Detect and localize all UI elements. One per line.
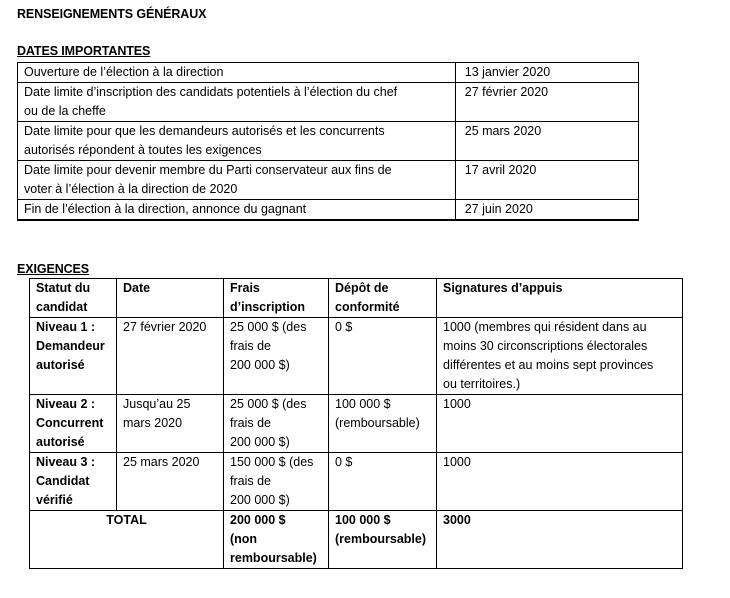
date-label-line: voter à l’élection à la direction de 2020 xyxy=(24,182,238,196)
cell-line: différentes et au moins sept provinces xyxy=(443,358,654,372)
signatures-cell xyxy=(437,453,683,511)
header-line: d’inscription xyxy=(230,300,305,314)
date-label-line: Date limite pour que les demandeurs autorisés et les concurrents xyxy=(24,124,385,138)
total-deposit-cell xyxy=(329,511,437,569)
table-row xyxy=(30,395,683,453)
cell-line: 100 000 $ xyxy=(335,397,391,411)
date-value: 13 janvier 2020 xyxy=(455,63,638,83)
signatures-cell xyxy=(437,318,683,395)
date-value: 27 février 2020 xyxy=(455,83,638,122)
date-label-line: Date limite pour devenir membre du Parti conservateur aux fins de xyxy=(24,163,392,177)
cell-line: 100 000 $ xyxy=(335,513,391,527)
header-line: Signatures d’appuis xyxy=(443,281,563,295)
total-label: TOTAL xyxy=(30,511,224,569)
cell-line: 0 $ xyxy=(335,320,353,334)
cell-line: 200 000 $) xyxy=(230,435,290,449)
date-label: Fin de l’élection à la direction, annonce du gagnant xyxy=(18,200,456,221)
date-value: 17 avril 2020 xyxy=(455,161,638,200)
status-cell xyxy=(30,395,117,453)
cell-line: Demandeur xyxy=(36,339,105,353)
date-row xyxy=(18,200,639,221)
cell-line: 27 février 2020 xyxy=(123,320,207,334)
cell-line: vérifié xyxy=(36,493,73,507)
fees-cell xyxy=(224,453,329,511)
cell-line: Candidat xyxy=(36,474,90,488)
cell-line: 1000 (membres qui résident dans au xyxy=(443,320,647,334)
header-signatures xyxy=(437,279,683,318)
date-label: Ouverture de l’élection à la direction xyxy=(18,63,456,83)
date-label-line: ou de la cheffe xyxy=(24,104,106,118)
date-label-line: autorisés répondent à toutes les exigences xyxy=(24,143,262,157)
cell-line: (non xyxy=(230,532,258,546)
deposit-cell xyxy=(329,318,437,395)
date-value: 25 mars 2020 xyxy=(455,122,638,161)
deposit-cell xyxy=(329,395,437,453)
total-row xyxy=(30,511,683,569)
header-fees xyxy=(224,279,329,318)
cell-line: autorisé xyxy=(36,435,85,449)
date-label xyxy=(18,161,456,200)
date-label xyxy=(18,83,456,122)
header-line: Date xyxy=(123,281,151,295)
requirements-table xyxy=(29,278,683,569)
cell-line: 3000 xyxy=(443,513,471,527)
cell-line: 25 000 $ (des xyxy=(230,397,307,411)
fees-cell xyxy=(224,318,329,395)
total-fees-cell xyxy=(224,511,329,569)
fees-cell xyxy=(224,395,329,453)
date-row xyxy=(18,122,639,161)
table-row xyxy=(30,318,683,395)
status-cell xyxy=(30,318,117,395)
table-row xyxy=(30,453,683,511)
header-line: candidat xyxy=(36,300,88,314)
date-cell xyxy=(117,395,224,453)
date-row xyxy=(18,63,639,83)
total-signatures-cell xyxy=(437,511,683,569)
cell-line: 1000 xyxy=(443,397,471,411)
requirements-header-row xyxy=(30,279,683,318)
cell-line: Niveau 1 : xyxy=(36,320,96,334)
cell-line: Concurrent xyxy=(36,416,104,430)
cell-line: (remboursable) xyxy=(335,416,420,430)
cell-line: frais de xyxy=(230,416,271,430)
cell-line: Jusqu’au 25 xyxy=(123,397,191,411)
date-row xyxy=(18,83,639,122)
signatures-cell xyxy=(437,395,683,453)
cell-line: Niveau 3 : xyxy=(36,455,96,469)
cell-line: 150 000 $ (des xyxy=(230,455,314,469)
requirements-heading: EXIGENCES xyxy=(17,262,90,276)
header-deposit xyxy=(329,279,437,318)
cell-line: 200 000 $) xyxy=(230,358,290,372)
cell-line: moins 30 circonscriptions électorales xyxy=(443,339,648,353)
date-label-line: Date limite d’inscription des candidats potentiels à l’élection du chef xyxy=(24,85,398,99)
cell-line: mars 2020 xyxy=(123,416,183,430)
header-status xyxy=(30,279,117,318)
cell-line: 1000 xyxy=(443,455,471,469)
date-label xyxy=(18,122,456,161)
cell-line: frais de xyxy=(230,474,271,488)
date-cell xyxy=(117,318,224,395)
header-line: conformité xyxy=(335,300,400,314)
date-cell xyxy=(117,453,224,511)
cell-line: 25 000 $ (des xyxy=(230,320,307,334)
date-row xyxy=(18,161,639,200)
cell-line: autorisé xyxy=(36,358,85,372)
header-date xyxy=(117,279,224,318)
dates-table xyxy=(17,62,639,221)
cell-line: 200 000 $ xyxy=(230,513,286,527)
cell-line: Niveau 2 : xyxy=(36,397,96,411)
cell-line: (remboursable) xyxy=(335,532,426,546)
cell-line: frais de xyxy=(230,339,271,353)
cell-line: 25 mars 2020 xyxy=(123,455,200,469)
header-line: Dépôt de xyxy=(335,281,389,295)
cell-line: ou territoires.) xyxy=(443,377,521,391)
deposit-cell xyxy=(329,453,437,511)
header-line: Statut du xyxy=(36,281,91,295)
header-line: Frais xyxy=(230,281,260,295)
cell-line: 200 000 $) xyxy=(230,493,290,507)
cell-line: remboursable) xyxy=(230,551,317,565)
page-title: RENSEIGNEMENTS GÉNÉRAUX xyxy=(17,7,207,21)
status-cell xyxy=(30,453,117,511)
cell-line: 0 $ xyxy=(335,455,353,469)
dates-heading: DATES IMPORTANTES xyxy=(17,44,151,58)
date-value: 27 juin 2020 xyxy=(455,200,638,221)
